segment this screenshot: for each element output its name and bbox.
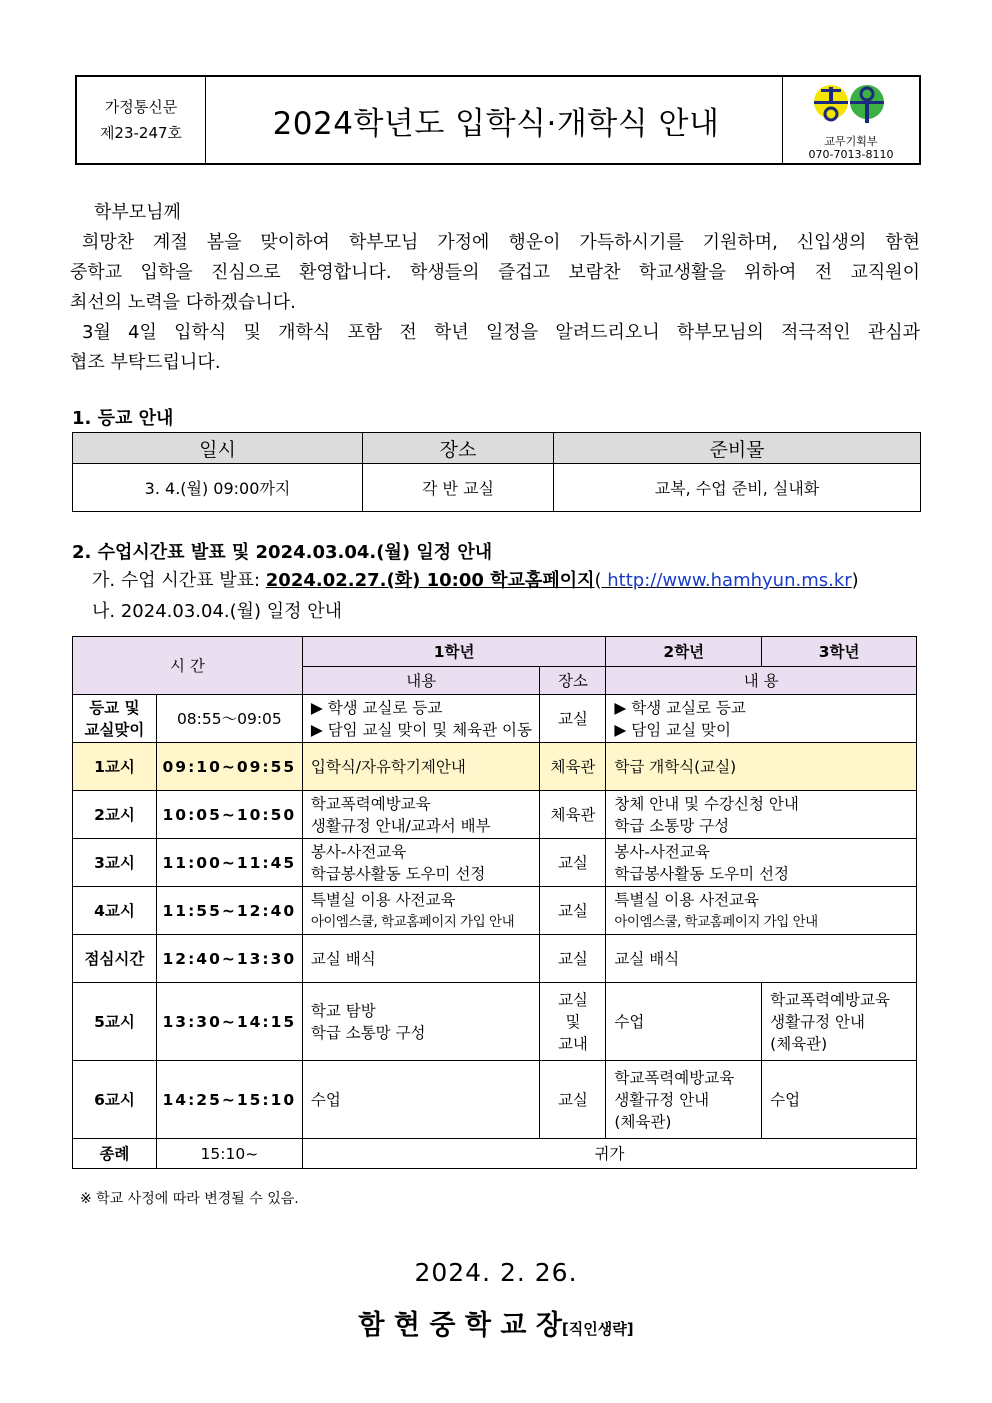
- g1-period-4: [302, 887, 540, 935]
- g23-period-3-line2: 학급봉사활동 도우미 선정: [614, 864, 789, 883]
- time-6: 14:25~15:10: [156, 1061, 302, 1139]
- g23-period-2: [606, 791, 917, 839]
- place-period-5-line2: 및: [565, 1012, 581, 1031]
- section2-title: 2. 수업시간표 발표 및 2024.03.04.(월) 일정 안내: [72, 542, 493, 563]
- g2-period-6: [606, 1061, 762, 1139]
- schedule-row: [73, 791, 917, 839]
- document-header: [75, 75, 921, 165]
- g1-period-4-line1: 특별실 이용 사전교육: [310, 890, 456, 909]
- open-paren: (: [594, 570, 602, 591]
- g3-period-5: [762, 983, 917, 1061]
- g1-period-1: 입학식/자유학기제안내: [302, 743, 540, 791]
- dept-name: 교무기획부: [824, 135, 878, 148]
- principal-name: 함 현 중 학 교 장: [358, 1310, 562, 1341]
- period-6: 6교시: [73, 1061, 157, 1139]
- g23-period-2-line1: 창체 안내 및 수강신청 안내: [614, 794, 799, 813]
- schedule-table: [72, 636, 917, 1169]
- schedule-row: [73, 983, 917, 1061]
- seal-omitted: [직인생략]: [561, 1320, 634, 1338]
- g2-period-6-line3: (체육관): [614, 1112, 672, 1131]
- g1-period-5: [302, 983, 540, 1061]
- place-period-5: [540, 983, 606, 1061]
- doc-type: 가정통신문: [104, 98, 178, 116]
- g2-period-5: 수업: [606, 983, 762, 1061]
- schedule-row: [73, 1061, 917, 1139]
- g1-arrival: [302, 695, 540, 743]
- g23-period-3-line1: 봉사-사전교육: [614, 842, 710, 861]
- period-dismissal: 종례: [73, 1139, 157, 1169]
- timetable-announce-label: 가. 수업 시간표 발표:: [92, 570, 266, 591]
- footer-date: 2024. 2. 26.: [414, 1258, 578, 1287]
- header-grade2: 2학년: [606, 637, 762, 667]
- g1-period-4-line2: 아이엠스쿨, 학교홈페이지 가입 안내: [310, 913, 515, 930]
- g1-period-2: [302, 791, 540, 839]
- g1-lunch: 교실 배식: [302, 935, 540, 983]
- salutation: 학부모님께: [94, 202, 181, 223]
- letter-p2-line2: 협조 부탁드립니다.: [70, 352, 221, 373]
- g1-period-3-line1: 봉사-사전교육: [310, 842, 407, 861]
- period-arrival-line1: 등교 및: [89, 698, 140, 717]
- time-4: 11:55~12:40: [156, 887, 302, 935]
- schedule-row: [73, 695, 917, 743]
- arrival-table: [72, 432, 921, 512]
- g23-period-3: [606, 839, 917, 887]
- period-4: 4교시: [73, 887, 157, 935]
- g1-period-2-line1: 학교폭력예방교육: [310, 794, 431, 813]
- place-period-4: 교실: [540, 887, 606, 935]
- arrival-header-items: 준비물: [554, 433, 921, 464]
- arrival-items: 교복, 수업 준비, 실내화: [554, 464, 921, 512]
- doc-info: [77, 77, 206, 163]
- section1-title: 1. 등교 안내: [72, 408, 174, 429]
- g1-period-5-line1: 학교 탐방: [310, 1001, 376, 1020]
- g3-period-6: 수업: [762, 1061, 917, 1139]
- schedule-row: [73, 743, 917, 791]
- letter-p1-line1: 희망찬 계절 봄을 맞이하여 학부모님 가정에 행운이 가득하시기를 기원하며, 신입생의 함현: [82, 232, 920, 253]
- arrival-when: 3. 4.(월) 09:00까지: [73, 464, 363, 512]
- dismissal-rest: 귀가: [302, 1139, 916, 1169]
- place-period-5-line3: 교내: [557, 1034, 588, 1053]
- time-2: 10:05~10:50: [156, 791, 302, 839]
- period-lunch: 점심시간: [73, 935, 157, 983]
- time-dismissal: 15:10~: [156, 1139, 302, 1169]
- period-3: 3교시: [73, 839, 157, 887]
- place-lunch: 교실: [540, 935, 606, 983]
- schedule-row: [73, 887, 917, 935]
- period-1: 1교시: [73, 743, 157, 791]
- footer-signature: [0, 1303, 992, 1342]
- schedule-row: [73, 839, 917, 887]
- dept-phone: 070-7013-8110: [808, 148, 894, 161]
- period-arrival: [73, 695, 157, 743]
- arrival-place: 각 반 교실: [363, 464, 554, 512]
- header-content: 내용: [302, 667, 540, 695]
- g23-period-1: 학급 개학식(교실): [606, 743, 917, 791]
- arrival-header-when: 일시: [73, 433, 363, 464]
- change-note: ※ 학교 사정에 따라 변경될 수 있음.: [80, 1191, 299, 1207]
- g2-period-6-line1: 학교폭력예방교육: [614, 1068, 735, 1087]
- g1-period-3: [302, 839, 540, 887]
- place-arrival: 교실: [540, 695, 606, 743]
- g1-arrival-line1: ▶ 학생 교실로 등교: [310, 698, 443, 717]
- period-arrival-line2: 교실맞이: [84, 720, 145, 739]
- header-place: 장소: [540, 667, 606, 695]
- letter-p1-line3: 최선의 노력을 다하겠습니다.: [70, 292, 296, 313]
- period-5: 5교시: [73, 983, 157, 1061]
- header-grade3: 3학년: [762, 637, 917, 667]
- page-title: 2024학년도 입학식·개학식 안내: [272, 105, 720, 142]
- time-3: 11:00~11:45: [156, 839, 302, 887]
- place-period-1: 체육관: [540, 743, 606, 791]
- dept-box: [782, 77, 919, 163]
- timetable-announce: [92, 566, 859, 596]
- time-1: 09:10~09:55: [156, 743, 302, 791]
- g1-period-3-line2: 학급봉사활동 도우미 선정: [310, 864, 486, 883]
- letter-p2-line1: 3월 4일 입학식 및 개학식 포함 전 학년 일정을 알려드리오니 학부모님의 적극적인 관심과: [82, 322, 920, 343]
- schedule-row: [73, 935, 917, 983]
- g23-arrival-line1: ▶ 학생 교실로 등교: [614, 698, 746, 717]
- g23-lunch: 교실 배식: [606, 935, 917, 983]
- g1-arrival-line2: ▶ 담임 교실 맞이 및 체육관 이동: [310, 720, 533, 739]
- schedule-row: [73, 1139, 917, 1169]
- g3-period-5-line1: 학교폭력예방교육: [770, 990, 890, 1009]
- g23-arrival: [606, 695, 917, 743]
- doc-number: 제23-247호: [99, 124, 183, 142]
- g23-period-4: [606, 887, 917, 935]
- g1-period-5-line2: 학급 소통망 구성: [310, 1023, 426, 1042]
- g3-period-5-line2: 생활규정 안내: [770, 1012, 865, 1031]
- g23-arrival-line2: ▶ 담임 교실 맞이: [614, 720, 731, 739]
- place-period-2: 체육관: [540, 791, 606, 839]
- header-time: 시 간: [73, 637, 303, 695]
- place-period-5-line1: 교실: [557, 990, 588, 1009]
- g1-period-2-line2: 생활규정 안내/교과서 배부: [310, 816, 491, 835]
- g2-period-6-line2: 생활규정 안내: [614, 1090, 710, 1109]
- timetable-announce-date: 2024.02.27.(화) 10:00 학교홈페이지: [265, 570, 595, 591]
- g23-period-4-line1: 특별실 이용 사전교육: [614, 890, 760, 909]
- g23-period-4-line2: 아이엠스쿨, 학교홈페이지 가입 안내: [614, 913, 818, 930]
- place-period-3: 교실: [540, 839, 606, 887]
- arrival-header-place: 장소: [363, 433, 554, 464]
- header-grade1: 1학년: [302, 637, 606, 667]
- school-homepage-link[interactable]: http://www.hamhyun.ms.kr: [601, 570, 852, 591]
- time-arrival: 08:55～09:05: [156, 695, 302, 743]
- close-paren: ): [851, 570, 859, 591]
- g3-period-5-line3: (체육관): [770, 1034, 828, 1053]
- g23-period-2-line2: 학급 소통망 구성: [614, 816, 730, 835]
- school-logo-icon: [811, 81, 891, 133]
- time-5: 13:30~14:15: [156, 983, 302, 1061]
- header-content-23: 내 용: [606, 667, 917, 695]
- g1-period-6: 수업: [302, 1061, 540, 1139]
- letter-p1-line2: 중학교 입학을 진심으로 환영합니다. 학생들의 즐겁고 보람찬 학교생활을 위하여 전 교직원이: [70, 262, 920, 283]
- schedule-subtitle: 나. 2024.03.04.(월) 일정 안내: [92, 601, 343, 622]
- time-lunch: 12:40~13:30: [156, 935, 302, 983]
- period-2: 2교시: [73, 791, 157, 839]
- place-period-6: 교실: [540, 1061, 606, 1139]
